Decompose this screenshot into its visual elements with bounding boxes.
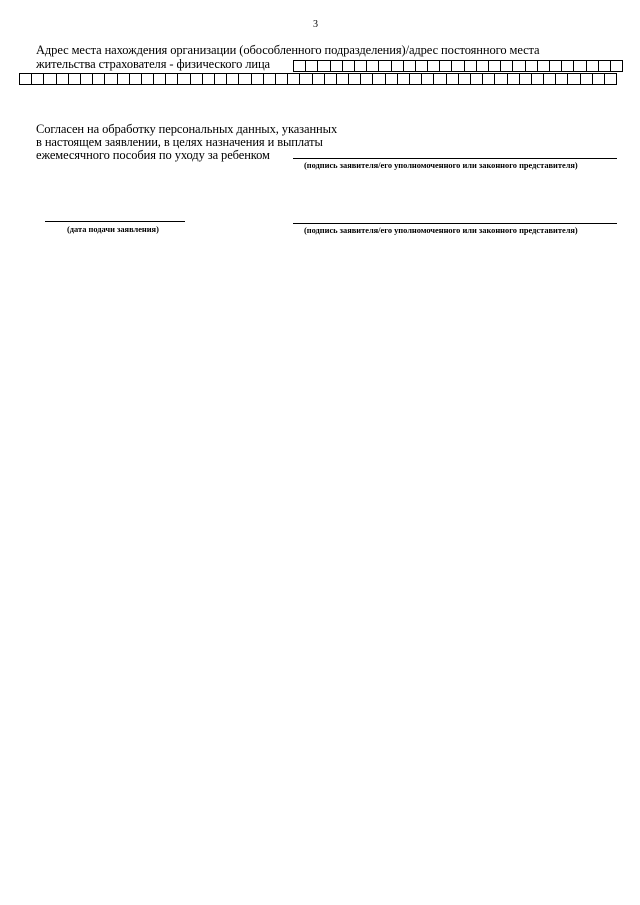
address-char-cell[interactable]: [604, 73, 617, 85]
consent-text-line-3: ежемесячного пособия по уходу за ребенком: [36, 148, 270, 162]
applicant-signature-line[interactable]: [293, 223, 617, 224]
address-char-cell[interactable]: [610, 60, 623, 72]
submission-date-caption: (дата подачи заявления): [67, 225, 159, 234]
page-number: 3: [313, 19, 318, 30]
consent-text-line-1: Согласен на обработку персональных данных, указанных: [36, 122, 338, 136]
address-label-line-1: Адрес места нахождения организации (обособленного подразделения)/адрес постоянного места: [36, 43, 540, 57]
consent-signature-caption: (подпись заявителя/его уполномоченного или законного представителя): [304, 161, 578, 170]
address-input-cells-row-2[interactable]: [20, 73, 617, 85]
consent-signature-line[interactable]: [293, 158, 617, 159]
address-input-cells-row-1[interactable]: [294, 60, 623, 72]
consent-text-line-2: в настоящем заявлении, в целях назначения и выплаты: [36, 135, 323, 149]
submission-date-line[interactable]: [45, 221, 185, 222]
applicant-signature-caption: (подпись заявителя/его уполномоченного или законного представителя): [304, 226, 578, 235]
address-label-line-2: жительства страхователя - физического лица: [36, 57, 271, 71]
